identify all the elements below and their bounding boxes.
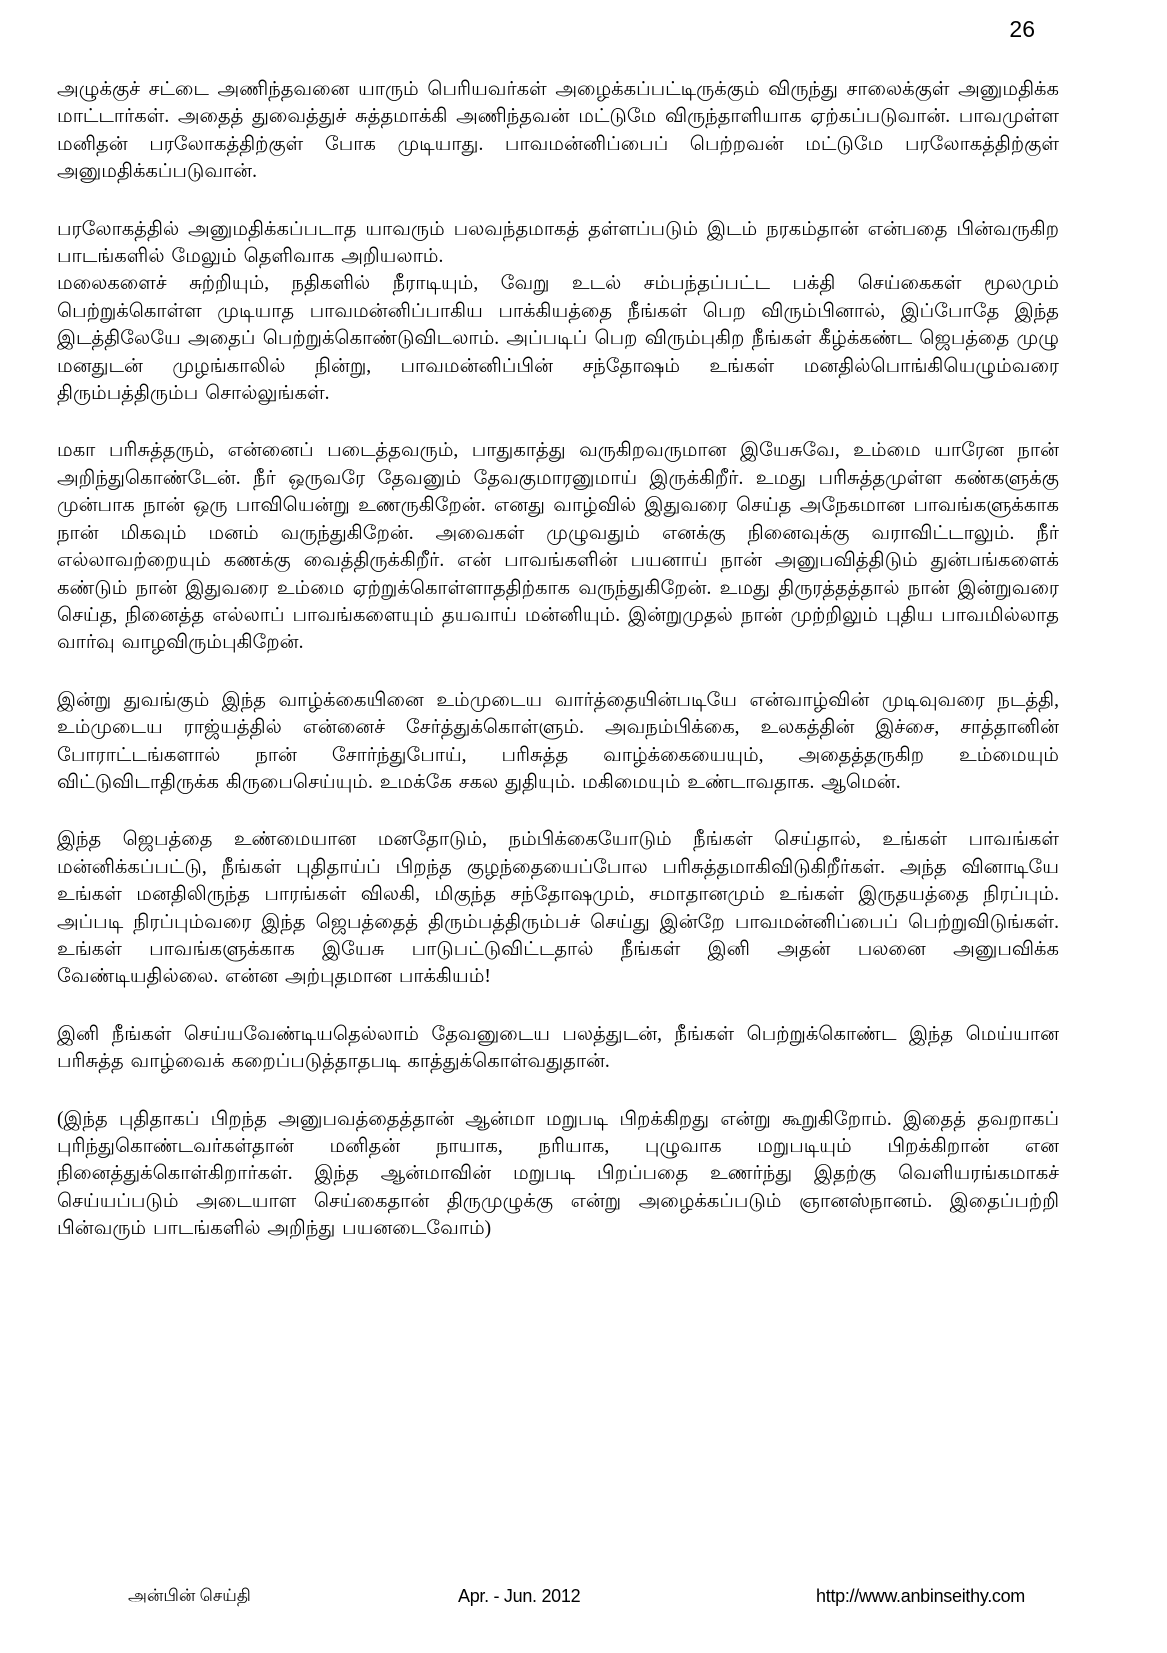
paragraph: இனி நீங்கள் செய்யவேண்டியதெல்லாம் தேவனுடைய பலத்துடன், நீங்கள் பெற்றுக்கொண்ட இந்த மெய்யான பரிசுத்த வாழ்வைக் கறைப்படுத்தாதபடி காத்துக்கொள்வதுதான். <box>57 1023 1059 1073</box>
page-number: 26 <box>1009 16 1035 42</box>
paragraph-prayer: இன்று துவங்கும் இந்த வாழ்க்கையினை உம்முடைய வார்த்தையின்படியே என்வாழ்வின் முடிவுவரை நடத்தி, உம்முடைய ராஜ்யத்தில் என்னைச் சேர்த்துக்கொள்ளும். அவநம்பிக்கை, உலகத்தின் இச்சை, சாத்தானின் போராட்டங்களால் நான் சோர்ந்துபோய், பரிசுத்த வாழ்க்கையையும், அதைத்தருகிற உம்மையும் விட்டுவிடாதிருக்க கிருபைசெய்யும். உமக்கே சகல துதியும். மகிமையும் உண்டாவதாக. ஆமென். <box>57 689 1059 793</box>
paragraph: அழுக்குச் சட்டை அணிந்தவனை யாரும் பெரியவர்கள் அழைக்கப்பட்டிருக்கும் விருந்து சாலைக்குள் அனுமதிக்க மாட்டார்கள். அதைத் துவைத்துச் சுத்தமாக்கி அணிந்தவன் மட்டுமே விருந்தாளியாக ஏற்கப்படுவான். பாவமுள்ள மனிதன் பரலோகத்திற்குள் போக முடியாது. பாவமன்னிப்பைப் பெற்றவன் மட்டுமே பரலோகத்திற்குள் அனுமதிக்கப்படுவான். <box>57 79 1059 183</box>
page-body <box>57 76 1059 1273</box>
paragraph-prayer: மகா பரிசுத்தரும், என்னைப் படைத்தவரும், பாதுகாத்து வருகிறவருமான இயேசுவே, உம்மை யாரேன நான் அறிந்துகொண்டேன். நீர் ஒருவரே தேவனும் தேவகுமாரனுமாய் இருக்கிறீர். உமது பரிசுத்தமுள்ள கண்களுக்கு முன்பாக நான் ஒரு பாவியென்று உணருகிறேன். எனது வாழ்வில் இதுவரை செய்த அநேகமான பாவங்களுக்காக நான் மிகவும் மனம் வருந்துகிறேன். அவைகள் முழுவதும் எனக்கு நினைவுக்கு வராவிட்டாலும். நீர் எல்லாவற்றையும் கணக்கு வைத்திருக்கிறீர். என் பாவங்களின் பயனாய் நான் அனுபவித்திடும் துன்பங்களைக் கண்டும் நான் இதுவரை உம்மை ஏற்றுக்கொள்ளாததிற்காக வருந்துகிறேன். உமது திருரத்தத்தால் நான் இன்றுவரை செய்த, நினைத்த எல்லாப் பாவங்களையும் தயவாய் மன்னியும். இன்றுமுதல் நான் முற்றிலும் புதிய பாவமில்லாத வார்வு வாழவிரும்புகிறேன். <box>57 440 1059 654</box>
footer-magazine-title: அன்பின் செய்தி <box>128 1586 251 1605</box>
paragraph: இந்த ஜெபத்தை உண்மையான மனதோடும், நம்பிக்கையோடும் நீங்கள் செய்தால், உங்கள் பாவங்கள் மன்னிக்கப்பட்டு, நீங்கள் புதிதாய்ப் பிறந்த குழந்தையைப்போல பரிசுத்தமாகிவிடுகிறீர்கள். அந்த வினாடியே உங்கள் மனதிலிருந்த பாரங்கள் விலகி, மிகுந்த சந்தோஷமும், சமாதானமும் உங்கள் இருதயத்தை நிரப்பும். அப்படி நிரப்பும்வரை இந்த ஜெபத்தைத் திரும்பத்திரும்பச் செய்து இன்றே பாவமன்னிப்பைப் பெற்றுவிடுங்கள். உங்கள் பாவங்களுக்காக இயேசு பாடுபட்டுவிட்டதால் நீங்கள் இனி அதன் பலனை அனுபவிக்க வேண்டியதில்லை. என்ன அற்புதமான பாக்கியம்! <box>57 829 1059 988</box>
page-footer <box>0 1586 1167 1616</box>
paragraph: மலைகளைச் சுற்றியும், நதிகளில் நீராடியும், வேறு உடல் சம்பந்தப்பட்ட பக்தி செய்கைகள் மூலமும் பெற்றுக்கொள்ள முடியாத பாவமன்னிப்பாகிய பாக்கியத்தை நீங்கள் பெற விரும்பினால், இப்போதே இந்த இடத்திலேயே அதைப் பெற்றுக்கொண்டுவிடலாம். அப்படிப் பெற விரும்புகிற நீங்கள் கீழ்க்கண்ட ஜெபத்தை முழு மனதுடன் முழங்காலில் நின்று, பாவமன்னிப்பின் சந்தோஷம் உங்கள் மனதில்பொங்கியெழும்வரை திரும்பத்திரும்ப சொல்லுங்கள். <box>57 273 1059 405</box>
footer-website-url: http://www.anbinseithy.com <box>816 1586 1025 1606</box>
footer-issue-date: Apr. - Jun. 2012 <box>458 1586 581 1606</box>
paragraph: பரலோகத்தில் அனுமதிக்கப்படாத யாவரும் பலவந்தமாகத் தள்ளப்படும் இடம் நரகம்தான் என்பதை பின்வருகிற பாடங்களில் மேலும் தெளிவாக அறியலாம். <box>57 218 1059 268</box>
paragraph-note: (இந்த புதிதாகப் பிறந்த அனுபவத்தைத்தான் ஆன்மா மறுபடி பிறக்கிறது என்று கூறுகிறோம். இதைத் தவறாகப் புரிந்துகொண்டவர்கள்தான் மனிதன் நாயாக, நரியாக, புழுவாக மறுபடியும் பிறக்கிறான் என நினைத்துக்கொள்கிறார்கள். இந்த ஆன்மாவின் மறுபடி பிறப்பதை உணர்ந்து இதற்கு வெளியரங்கமாகச் செய்யப்படும் அடையாள செய்கைதான் திருமுழுக்கு என்று அழைக்கப்படும் ஞானஸ்நானம். இதைப்பற்றி பின்வரும் பாடங்களில் அறிந்து பயனடைவோம்) <box>57 1108 1059 1240</box>
